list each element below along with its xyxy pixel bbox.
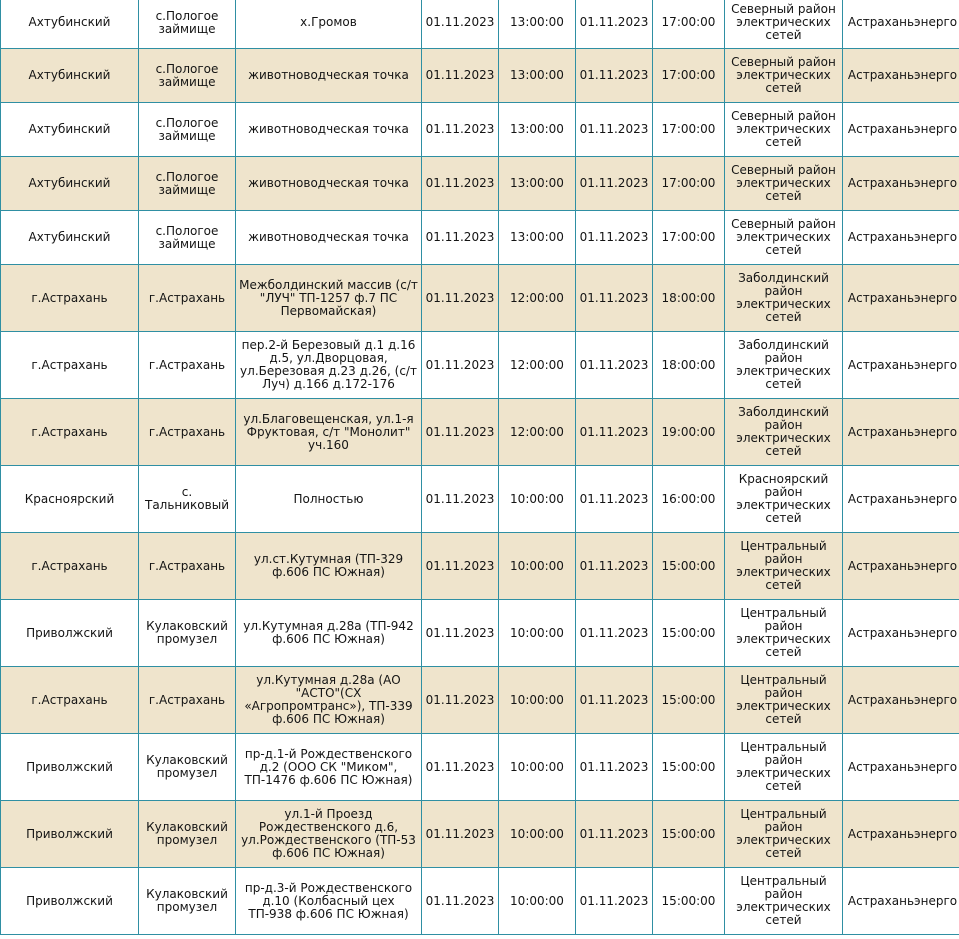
end-date-cell: 01.11.2023 [576, 600, 653, 667]
end-time-cell: 15:00:00 [653, 868, 725, 935]
start-time-cell: 12:00:00 [499, 399, 576, 466]
district-cell: Приволжский [1, 868, 139, 935]
start-date-cell: 01.11.2023 [422, 466, 499, 533]
network-area-cell: Центральный район электрических сетей [725, 667, 843, 734]
company-cell: Астраханьэнерго [843, 211, 959, 265]
locality-cell: с.Пологое займище [139, 0, 236, 49]
end-date-cell: 01.11.2023 [576, 399, 653, 466]
start-time-cell: 13:00:00 [499, 157, 576, 211]
start-date-cell: 01.11.2023 [422, 265, 499, 332]
company-cell: Астраханьэнерго [843, 734, 959, 801]
table-row [1, 667, 959, 734]
district-cell: Ахтубинский [1, 49, 139, 103]
end-date-cell: 01.11.2023 [576, 734, 653, 801]
end-date-cell: 01.11.2023 [576, 868, 653, 935]
end-time-cell: 15:00:00 [653, 734, 725, 801]
start-date-cell: 01.11.2023 [422, 49, 499, 103]
end-time-cell: 17:00:00 [653, 0, 725, 49]
network-area-cell: Центральный район электрических сетей [725, 600, 843, 667]
district-cell: Приволжский [1, 600, 139, 667]
district-cell: Ахтубинский [1, 103, 139, 157]
table-row [1, 533, 959, 600]
address-cell: пер.2-й Березовый д.1 д.16 д.5, ул.Дворцовая, ул.Березовая д.23 д.26, (с/т Луч) д.166 д.172-176 [236, 332, 422, 399]
start-time-cell: 10:00:00 [499, 600, 576, 667]
end-date-cell: 01.11.2023 [576, 533, 653, 600]
end-time-cell: 18:00:00 [653, 332, 725, 399]
network-area-cell: Заболдинский район электрических сетей [725, 265, 843, 332]
start-date-cell: 01.11.2023 [422, 211, 499, 265]
start-time-cell: 12:00:00 [499, 332, 576, 399]
address-cell: пр-д.3-й Рождественского д.10 (Колбасный цех ТП-938 ф.606 ПС Южная) [236, 868, 422, 935]
end-time-cell: 15:00:00 [653, 801, 725, 868]
table-row [1, 734, 959, 801]
address-cell: Межболдинский массив (с/т "ЛУЧ" ТП-1257 ф.7 ПС Первомайская) [236, 265, 422, 332]
start-date-cell: 01.11.2023 [422, 103, 499, 157]
start-time-cell: 10:00:00 [499, 868, 576, 935]
network-area-cell: Северный район электрических сетей [725, 49, 843, 103]
network-area-cell: Северный район электрических сетей [725, 0, 843, 49]
table-row [1, 0, 959, 49]
end-date-cell: 01.11.2023 [576, 103, 653, 157]
company-cell: Астраханьэнерго [843, 399, 959, 466]
start-time-cell: 13:00:00 [499, 211, 576, 265]
end-date-cell: 01.11.2023 [576, 466, 653, 533]
start-date-cell: 01.11.2023 [422, 332, 499, 399]
table-row [1, 103, 959, 157]
end-date-cell: 01.11.2023 [576, 157, 653, 211]
start-time-cell: 10:00:00 [499, 466, 576, 533]
network-area-cell: Северный район электрических сетей [725, 211, 843, 265]
locality-cell: г.Астрахань [139, 533, 236, 600]
start-time-cell: 13:00:00 [499, 0, 576, 49]
end-time-cell: 18:00:00 [653, 265, 725, 332]
start-date-cell: 01.11.2023 [422, 801, 499, 868]
end-date-cell: 01.11.2023 [576, 49, 653, 103]
locality-cell: Кулаковский промузел [139, 600, 236, 667]
address-cell: пр-д.1-й Рождественского д.2 (ООО СК "Миком", ТП-1476 ф.606 ПС Южная) [236, 734, 422, 801]
table-body [1, 0, 959, 935]
table-row [1, 332, 959, 399]
district-cell: Ахтубинский [1, 0, 139, 49]
end-date-cell: 01.11.2023 [576, 332, 653, 399]
company-cell: Астраханьэнерго [843, 157, 959, 211]
address-cell: ул.Благовещенская, ул.1-я Фруктовая, с/т "Монолит" уч.160 [236, 399, 422, 466]
district-cell: Приволжский [1, 734, 139, 801]
table-row [1, 399, 959, 466]
start-date-cell: 01.11.2023 [422, 0, 499, 49]
table-row [1, 157, 959, 211]
company-cell: Астраханьэнерго [843, 533, 959, 600]
end-date-cell: 01.11.2023 [576, 667, 653, 734]
address-cell: животноводческая точка [236, 211, 422, 265]
end-time-cell: 15:00:00 [653, 600, 725, 667]
end-date-cell: 01.11.2023 [576, 265, 653, 332]
end-time-cell: 19:00:00 [653, 399, 725, 466]
locality-cell: Кулаковский промузел [139, 868, 236, 935]
district-cell: г.Астрахань [1, 265, 139, 332]
address-cell: х.Громов [236, 0, 422, 49]
start-date-cell: 01.11.2023 [422, 667, 499, 734]
table-row [1, 49, 959, 103]
company-cell: Астраханьэнерго [843, 265, 959, 332]
network-area-cell: Красноярский район электрических сетей [725, 466, 843, 533]
company-cell: Астраханьэнерго [843, 667, 959, 734]
network-area-cell: Центральный район электрических сетей [725, 801, 843, 868]
locality-cell: г.Астрахань [139, 667, 236, 734]
district-cell: Приволжский [1, 801, 139, 868]
locality-cell: Кулаковский промузел [139, 801, 236, 868]
locality-cell: г.Астрахань [139, 265, 236, 332]
locality-cell: с. Тальниковый [139, 466, 236, 533]
locality-cell: с.Пологое займище [139, 157, 236, 211]
company-cell: Астраханьэнерго [843, 0, 959, 49]
table-row [1, 265, 959, 332]
end-time-cell: 17:00:00 [653, 157, 725, 211]
network-area-cell: Центральный район электрических сетей [725, 868, 843, 935]
table-row [1, 868, 959, 935]
start-time-cell: 10:00:00 [499, 667, 576, 734]
company-cell: Астраханьэнерго [843, 600, 959, 667]
end-time-cell: 17:00:00 [653, 103, 725, 157]
locality-cell: с.Пологое займище [139, 103, 236, 157]
locality-cell: г.Астрахань [139, 399, 236, 466]
address-cell: ул.1-й Проезд Рождественского д.6, ул.Рождественского (ТП-53 ф.606 ПС Южная) [236, 801, 422, 868]
start-date-cell: 01.11.2023 [422, 868, 499, 935]
start-date-cell: 01.11.2023 [422, 157, 499, 211]
end-time-cell: 16:00:00 [653, 466, 725, 533]
district-cell: Ахтубинский [1, 157, 139, 211]
company-cell: Астраханьэнерго [843, 103, 959, 157]
locality-cell: Кулаковский промузел [139, 734, 236, 801]
company-cell: Астраханьэнерго [843, 801, 959, 868]
start-time-cell: 13:00:00 [499, 103, 576, 157]
network-area-cell: Центральный район электрических сетей [725, 533, 843, 600]
end-date-cell: 01.11.2023 [576, 801, 653, 868]
district-cell: г.Астрахань [1, 332, 139, 399]
district-cell: г.Астрахань [1, 533, 139, 600]
locality-cell: г.Астрахань [139, 332, 236, 399]
end-time-cell: 17:00:00 [653, 211, 725, 265]
address-cell: животноводческая точка [236, 49, 422, 103]
start-time-cell: 10:00:00 [499, 533, 576, 600]
district-cell: Красноярский [1, 466, 139, 533]
locality-cell: с.Пологое займище [139, 49, 236, 103]
end-time-cell: 15:00:00 [653, 667, 725, 734]
start-date-cell: 01.11.2023 [422, 734, 499, 801]
table-row [1, 600, 959, 667]
end-time-cell: 15:00:00 [653, 533, 725, 600]
network-area-cell: Заболдинский район электрических сетей [725, 399, 843, 466]
start-date-cell: 01.11.2023 [422, 533, 499, 600]
start-time-cell: 13:00:00 [499, 49, 576, 103]
district-cell: Ахтубинский [1, 211, 139, 265]
table-row [1, 211, 959, 265]
network-area-cell: Северный район электрических сетей [725, 157, 843, 211]
start-time-cell: 10:00:00 [499, 801, 576, 868]
end-date-cell: 01.11.2023 [576, 0, 653, 49]
district-cell: г.Астрахань [1, 667, 139, 734]
network-area-cell: Заболдинский район электрических сетей [725, 332, 843, 399]
locality-cell: с.Пологое займище [139, 211, 236, 265]
start-time-cell: 12:00:00 [499, 265, 576, 332]
company-cell: Астраханьэнерго [843, 49, 959, 103]
address-cell: животноводческая точка [236, 103, 422, 157]
company-cell: Астраханьэнерго [843, 868, 959, 935]
address-cell: ул.Кутумная д.28а (ТП-942 ф.606 ПС Южная) [236, 600, 422, 667]
network-area-cell: Центральный район электрических сетей [725, 734, 843, 801]
address-cell: ул.Кутумная д.28а (АО "АСТО"(СХ «Агропромтранс»), ТП-339 ф.606 ПС Южная) [236, 667, 422, 734]
table-row [1, 801, 959, 868]
company-cell: Астраханьэнерго [843, 332, 959, 399]
address-cell: животноводческая точка [236, 157, 422, 211]
district-cell: г.Астрахань [1, 399, 139, 466]
start-time-cell: 10:00:00 [499, 734, 576, 801]
address-cell: Полностью [236, 466, 422, 533]
address-cell: ул.ст.Кутумная (ТП-329 ф.606 ПС Южная) [236, 533, 422, 600]
table-row [1, 466, 959, 533]
start-date-cell: 01.11.2023 [422, 399, 499, 466]
end-date-cell: 01.11.2023 [576, 211, 653, 265]
company-cell: Астраханьэнерго [843, 466, 959, 533]
network-area-cell: Северный район электрических сетей [725, 103, 843, 157]
end-time-cell: 17:00:00 [653, 49, 725, 103]
start-date-cell: 01.11.2023 [422, 600, 499, 667]
